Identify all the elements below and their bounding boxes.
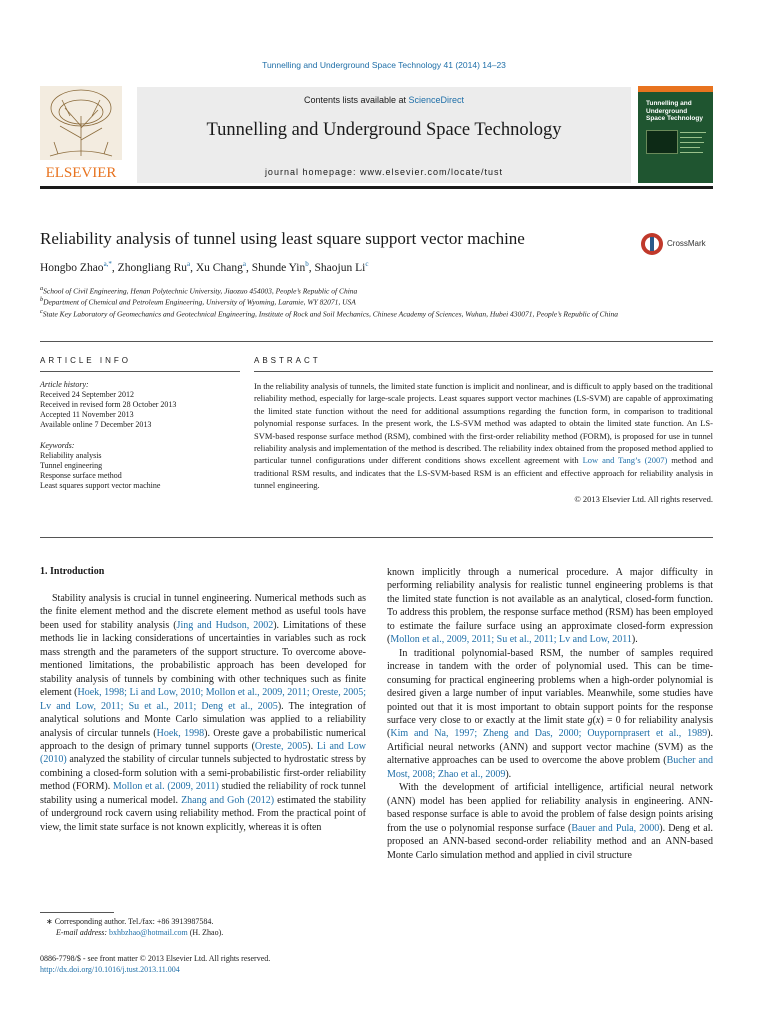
citation-link[interactable]: Oreste, 2005 [254,740,308,752]
journal-citation[interactable]: Tunnelling and Underground Space Technology 41 (2014) 14–23 [262,60,506,70]
article-info-heading: ARTICLE INFO [40,356,131,365]
footnote-rule [40,912,114,913]
body-paragraph: With the development of artificial intelligence, artificial neural network (ANN) model has been applied for reliability analysis in engineering. ANN-based response surface is able to avoid the problem of false design points arising from the use o polynomial response surface (Bauer and Pula, 2000). Deng et al. proposed an ANN-based second-order reliability method and an ANN-based Monte Carlo simulation method and applied in civil structure [387,782,713,861]
homepage-link[interactable]: www.elsevier.com/locate/tust [360,167,504,177]
author-name[interactable]: Xu Chang [195,261,243,274]
citation-link[interactable]: Mollon et al. (2009, 2011) [112,781,219,793]
journal-title: Tunnelling and Underground Space Technology [206,120,562,140]
email-line [40,927,366,938]
keyword: Least squares support vector machine [40,481,161,490]
publisher-wordmark: ELSEVIER [45,165,117,181]
body-left-column [40,592,366,834]
journal-cover-thumbnail[interactable] [638,86,713,183]
section-rule [40,341,713,342]
body-paragraph: In traditional polynomial-based RSM, the number of samples required increase in tandem with the order of polynomial used. This can be time-consuming for practical engineering problems when a high-order polynomial is desired given a large number of input variables. Meanwhile, some studies have pointed out that it is most important to obtain support points for the response surface very close to or exactly at the limit state g(x) = 0 for reliability analysis (Kim and Na, 1997; Zheng and Das, 2000; Ouypornprasert et al., 1989). Artificial neural networks (ANN) and support vector machine (SVM) as the alternative approaches can be used to overcome the above problem (Bucher and Most, 2008; Zhao et al., 2009). [387,647,713,780]
keyword: Reliability analysis [40,451,102,460]
keyword: Response surface method [40,471,122,480]
keyword: Tunnel engineering [40,461,103,470]
affil-text: Department of Chemical and Petroleum Engineering, University of Wyoming, Laramie, WY 82071, USA [43,297,356,307]
history-item: Received 24 September 2012 [40,390,134,399]
homepage-prefix: journal homepage: [264,167,360,177]
history-label: Article history: [40,380,89,389]
email-label: E-mail address: [56,928,110,937]
affil-mark: b [40,296,44,303]
abstract-heading: ABSTRACT [254,356,321,365]
body-paragraph: Stability analysis is crucial in tunnel engineering. Numerical methods such as the finite element method and the discrete element method as useful tools have been used for stability analysis (Jing and Hudson, 2002). Limitations of these methods lie in lacking considerations of uncertainties in variables such as rock mass strength and the parameters of the support structure. To overcome above-mentioned limitations, the probabilistic approach has been developed for stability analysis of tunnels by combining with other techniques such as finite element (Hoek, 1998; Li and Low, 2010; Mollon et al., 2009, 2011; Oreste, 2005; Lv and Low, 2011; Su et al., 2011; Deng et al., 2005). The integration of analytical solutions and Monte Carlo simulation was applied to a reliability analysis of circular tunnels (Hoek, 1998). Oreste gave a probabilistic numerical approach to the design of primary tunnel supports (Oreste, 2005). Li and Low (2010) analyzed the stability of circular tunnels subjected to hydrostatic stress by combining a closed-form solution with a semi-probabilistic first-order reliability method (FORM). Mollon et al. (2009, 2011) studied the reliability of rock tunnel stability using a numerical model. Zhang and Goh (2012) estimated the stability of underground rock cavern using reliability method. From the practical point of view, the limit state surface is not known explicitly, whereas it is often [40,593,367,833]
email-suffix: (H. Zhao). [187,928,224,937]
citation-link[interactable]: Kim and Na, 1997; Zheng and Das, 2000; Ouypornprasert et al., 1989 [390,728,708,740]
body-right-column [387,566,713,862]
author-affil-mark[interactable]: a,* [103,260,112,268]
copyright-notice: © 2013 Elsevier Ltd. All rights reserved. [574,493,713,504]
citation-link[interactable]: Jing and Hudson, 2002 [176,619,274,631]
citation-link[interactable]: Bauer and Pula, 2000 [571,822,660,834]
author-affil-mark[interactable]: c [365,260,369,268]
citation-link[interactable]: Hoek, 1998; Li and Low, 2010; Mollon et al., 2009, 2011; Oreste, 2005; Lv and Low, 2011; Su et al., 2011; Deng et al., 2005 [40,687,367,712]
page-footer [40,953,270,975]
abstract-text: In the reliability analysis of tunnels, the limited state function is implicit and nonlinear, and is difficult to apply based on the traditional reliability method, especially for large-scale projects. Least squares support vector machines (LS-SVM) are capable of approximating the limited state function without the need for additional assumptions regarding the function form, in comparison to traditional polynomial response surfaces. In the present work, the LS-SVM method was adapted to obtain the limited state function. An LS-SVM-based response surface method (RSM), combined with the first-order reliability method (FORM), is proposed for use in tunnel reliability analysis and implementation of the method is described. The reliability index obtained from the proposed method applied to particular tunnel configurations under different conditions shows excellent agreement with [254,381,713,466]
history-item: Received in revised form 28 October 2013 [40,400,177,409]
body-paragraph: known implicitly through a numerical procedure. A major difficulty in performing reliability analysis for realistic tunnel engineering problems is that the limited state function is not available as an analytical, closed-form function. To address this problem, the response surface method (RSM) has been employed to estimate the failure surface using an approximate closed-form expression (Mollon et al., 2009, 2011; Su et al., 2011; Lv and Low, 2011). [387,567,713,646]
crossmark-label: CrossMark [667,239,706,248]
elsevier-logo [40,86,122,182]
history-item: Accepted 11 November 2013 [40,410,134,419]
citation-link[interactable]: Hoek, 1998 [156,727,205,739]
cover-title: Tunnelling and Underground Space Technology [646,100,703,122]
citation-link[interactable]: Li and Low (2010) [40,740,366,766]
abstract-citation-link[interactable]: Low and Tang’s (2007) [582,455,668,466]
author-affil-mark[interactable]: a [242,260,246,268]
history-item: Available online 7 December 2013 [40,420,152,429]
article-info [40,380,240,491]
author-name[interactable]: Shaojun Li [314,261,366,274]
affiliation [40,306,680,320]
abstract-body [254,380,713,505]
doi-link[interactable]: http://dx.doi.org/10.1016/j.tust.2013.11.004 [40,965,180,974]
sciencedirect-link[interactable]: ScienceDirect [408,95,465,105]
author-name[interactable]: Zhongliang Ru [117,261,187,274]
abstract-rule [254,371,713,372]
citation-link[interactable]: Bucher and Most, 2008; Zhao et al., 2009 [387,755,713,780]
issn-line: 0886-7798/$ - see front matter © 2013 Elsevier Ltd. All rights reserved. [40,954,271,963]
affil-text: School of Civil Engineering, Henan Polytechnic University, Jiaozuo 454003, People’s Republic of China [43,286,358,296]
section-heading: 1. Introduction [40,566,105,577]
citation-link[interactable]: Zhang and Goh (2012) [181,794,275,806]
affil-mark: a [40,285,44,292]
footnote [40,916,366,938]
contents-line [137,95,631,105]
article-title: Reliability analysis of tunnel using least square support vector machine [40,229,525,248]
email-link[interactable]: bxhbzhao@hotmail.com [109,928,188,937]
citation-link[interactable]: Mollon et al., 2009, 2011; Su et al., 2011; Lv and Low, 2011 [390,634,632,646]
author-name[interactable]: Shunde Yin [251,261,306,274]
affil-mark: c [40,308,43,315]
keywords-label: Keywords: [40,441,75,450]
contents-prefix: Contents lists available at [303,95,409,105]
crossmark-badge[interactable] [640,231,720,259]
author-list: Hongbo Zhao$^{a,*}$, Zhongliang Ru$^a$, Xu Chang$^a$, Shunde Yin$^b$, Shaojun Li$^c$ [40,260,369,274]
author-affil-mark[interactable]: b [305,260,309,268]
affil-text: State Key Laboratory of Geomechanics and Geotechnical Engineering, Institute of Rock and Soil Mechanics, Chinese Academy of Sciences, Wuhan, Hubei 430071, People’s Republic of China [42,309,619,319]
author-affil-mark[interactable]: a [187,260,191,268]
journal-homepage [137,167,631,177]
abstract-text: method and traditional RSM results, and indicates that the LS-SVM-based RSM is an efficient and effective approach for reliability analysis in tunnel engineering. [254,455,713,491]
info-rule [40,371,240,372]
author-name[interactable]: Hongbo Zhao [40,261,104,274]
header-rule [40,186,713,189]
corresponding-author: ∗ Corresponding author. Tel./fax: +86 3913987584. [46,917,214,926]
abstract-end-rule [40,537,713,538]
